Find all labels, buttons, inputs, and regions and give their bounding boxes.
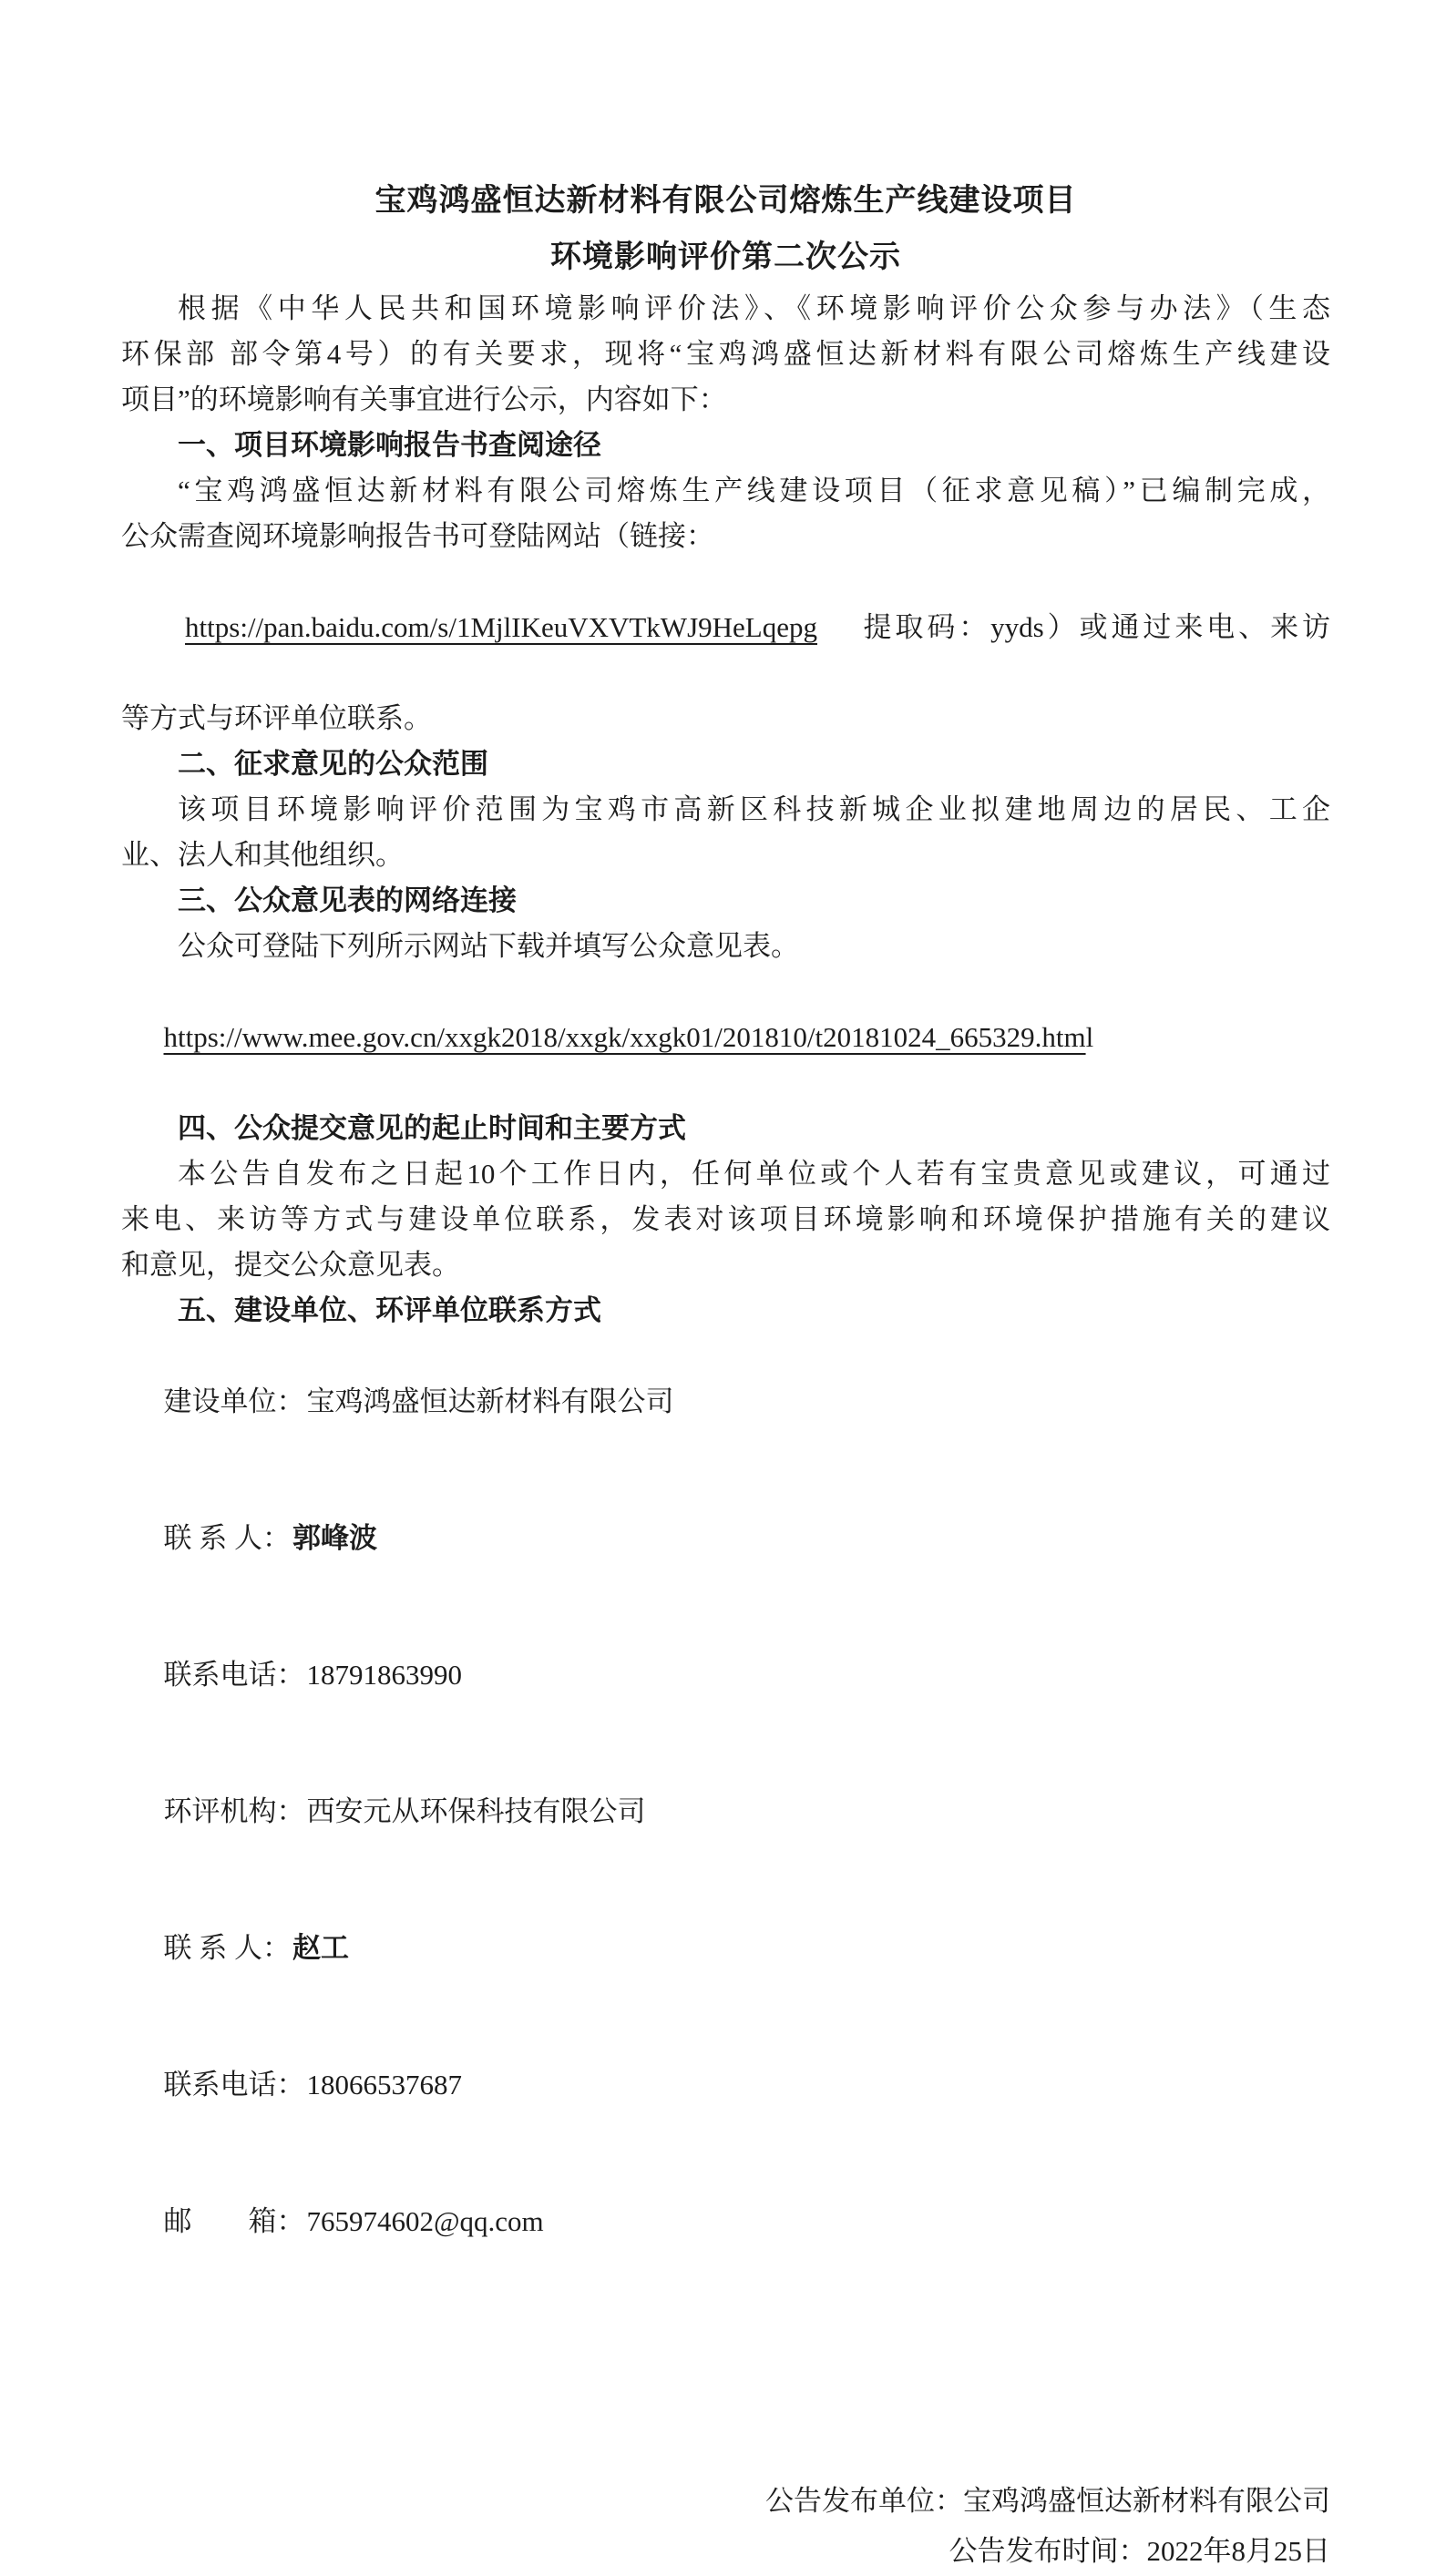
text-line: “宝鸡鸿盛恒达新材料有限公司熔炼生产线建设项目（征求意见稿）”已编制完成，	[178, 475, 1330, 506]
section-3-body	[121, 924, 1330, 1106]
footer-publisher-label: 公告发布单位：	[765, 2485, 963, 2517]
contact-row-construction-unit	[121, 1334, 1330, 1470]
contact-row-contact-person-1	[121, 1470, 1330, 1607]
contact-value: 宝鸡鸿盛恒达新材料有限公司	[306, 1385, 674, 1417]
footer-date-line	[121, 2526, 1330, 2576]
contact-value: 西安元从环保科技有限公司	[306, 1795, 646, 1827]
mee-gov-link-tail: l	[1085, 1021, 1094, 1053]
footer-publisher-value: 宝鸡鸿盛恒达新材料有限公司	[963, 2485, 1330, 2517]
text-line	[121, 969, 1330, 1106]
baidu-pan-link[interactable]: https://pan.baidu.com/s/1MjlIKeuVXVTkWJ9HeLqepg	[185, 611, 817, 643]
extraction-code-text: 提取码：yyds）或通过来电、来访	[816, 611, 1331, 643]
text-line: 和意见，提交公众意见表。	[121, 1249, 460, 1281]
text-line: 根据《中华人民共和国环境影响评价法》、《环境影响评价公众参与办法》（生态	[178, 292, 1330, 324]
contact-value: 18791863990	[306, 1659, 462, 1691]
footer-date-label: 公告发布时间：	[949, 2535, 1147, 2567]
contact-row-eia-agency	[121, 1743, 1330, 1880]
contact-row-contact-person-2	[121, 1880, 1330, 2017]
contact-value: 765974602@qq.com	[306, 2205, 544, 2237]
contact-value: 18066537687	[306, 2069, 462, 2101]
section-2-body	[121, 787, 1330, 878]
footer-date-value: 2022年8月25日	[1146, 2535, 1330, 2567]
text-line: 来电、来访等方式与建设单位联系，发表对该项目环境影响和环境保护措施有关的建议	[121, 1203, 1330, 1235]
mee-gov-link[interactable]: https://www.mee.gov.cn/xxgk2018/xxgk/xxgk01/201810/t20181024_665329.htm	[163, 1021, 1086, 1053]
contact-value: 郭峰波	[292, 1522, 377, 1554]
contact-row-phone-1	[121, 1607, 1330, 1743]
text-line: 本公告自发布之日起10个工作日内，任何单位或个人若有宝贵意见或建议，可通过	[178, 1158, 1330, 1190]
section-heading-3: 三、公众意见表的网络连接	[178, 884, 517, 916]
section-heading-1: 一、项目环境影响报告书查阅途径	[178, 429, 601, 461]
intro-paragraph	[121, 286, 1330, 423]
section-heading-5: 五、建设单位、环评单位联系方式	[178, 1294, 601, 1326]
announcement-footer	[121, 2476, 1330, 2576]
contact-row-phone-2	[121, 2017, 1330, 2153]
document-title-line1: 宝鸡鸿盛恒达新材料有限公司熔炼生产线建设项目	[374, 184, 1077, 218]
text-line	[121, 559, 1330, 696]
contact-label: 邮 箱：	[163, 2205, 305, 2237]
text-line: 该项目环境影响评价范围为宝鸡市高新区科技新城企业拟建地周边的居民、工企	[178, 793, 1330, 825]
document-title-line2: 环境影响评价第二次公示	[550, 240, 901, 274]
text-line: 环保部 部令第4号）的有关要求，现将“宝鸡鸿盛恒达新材料有限公司熔炼生产线建设	[121, 338, 1330, 370]
contact-label: 联系电话：	[163, 1659, 305, 1691]
contact-value: 赵工	[292, 1932, 349, 1964]
section-heading-2: 二、征求意见的公众范围	[178, 748, 488, 780]
contact-label: 联 系 人：	[163, 1522, 291, 1554]
contact-label: 联 系 人：	[163, 1932, 291, 1964]
text-line: 等方式与环评单位联系。	[121, 702, 432, 734]
section-heading-4: 四、公众提交意见的起止时间和主要方式	[178, 1112, 686, 1144]
text-line: 业、法人和其他组织。	[121, 839, 404, 871]
text-line: 公众需查阅环境影响报告书可登陆网站（链接：	[121, 520, 714, 552]
footer-publisher-line	[121, 2476, 1330, 2526]
contact-list	[121, 1334, 1330, 2290]
text-line: 公众可登陆下列所示网站下载并填写公众意见表。	[178, 930, 799, 962]
contact-label: 联系电话：	[163, 2069, 305, 2101]
text-line: 项目”的环境影响有关事宜进行公示，内容如下：	[121, 383, 727, 415]
contact-label: 环评机构：	[163, 1795, 305, 1827]
contact-label: 建设单位：	[163, 1385, 305, 1417]
section-1-body	[121, 468, 1330, 741]
contact-row-email	[121, 2153, 1330, 2290]
section-4-body	[121, 1151, 1330, 1288]
